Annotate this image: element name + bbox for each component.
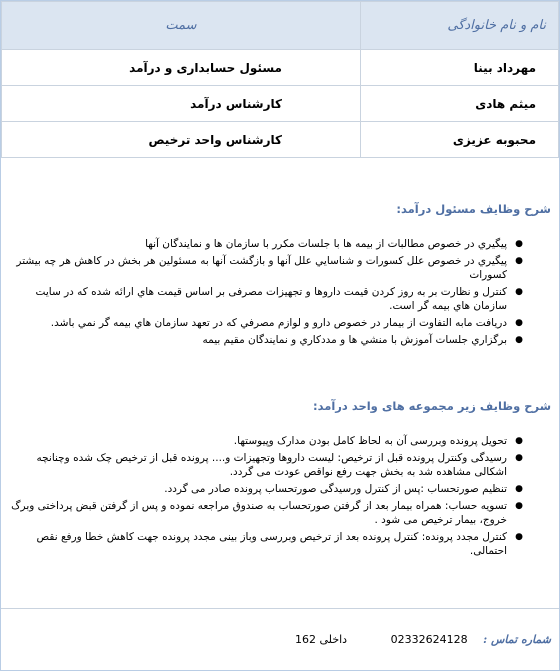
contact-extension: داخلی 162 [295, 633, 348, 646]
bullet-icon: ● [515, 532, 523, 542]
bullet-icon: ● [515, 239, 523, 249]
bullet-icon: ● [515, 287, 523, 297]
list-item-text: تسویه حساب: همراه بیمار بعد از گرفتن صورتحساب به صندوق مراجعه نموده و پس از گرفتن قبض پرداختی وبرگ خروج، بیمار ترخیص می شود . [11, 500, 507, 526]
bullet-icon: ● [515, 501, 523, 511]
section-title-revenue-duties: شرح وظایف مسئول درآمد: [396, 202, 551, 216]
bullet-icon: ● [515, 335, 523, 345]
header-name: نام و نام خانوادگی [361, 2, 559, 50]
contact-phone: 02332624128 [390, 633, 468, 646]
list-item-text: پیگیري در خصوص علل کسورات و شناسایي علل آنها و بازگشت آنها به مسئولین هر بخش در کاهش هر چه بیشتر کسورات [16, 255, 507, 281]
list-item-text: تنظیم صورتحساب :پس از کنترل ورسیدگی صورتحساب پرونده صادر می گردد. [164, 483, 507, 495]
staff-role: کارشناس درآمد [2, 86, 361, 122]
list-item [11, 333, 559, 347]
bullet-icon: ● [515, 318, 523, 328]
staff-table [1, 1, 559, 158]
staff-name: محبوبه عزیزی [361, 122, 559, 158]
list-item [11, 285, 559, 313]
table-header-row [2, 2, 559, 50]
list-item [11, 482, 559, 496]
list-item-text: رسیدگی وکنترل پرونده قبل از ترخیص: لیست داروها وتجهیزات و.... پرونده قبل از ترخیص چک شده وچنانچه اشکالی مشاهده شد به بخش جهت رفع نواقص عودت می گردد. [36, 452, 507, 478]
list-item [11, 434, 559, 448]
list-item [11, 254, 559, 282]
footer-divider [1, 608, 559, 609]
revenue-duties-list [11, 237, 559, 350]
staff-role: مسئول حسابداری و درآمد [2, 50, 361, 86]
list-item-text: پیگیري در خصوص مطالبات از بیمه ها با جلسات مکرر با سازمان ها و نمایندگان آنها [145, 238, 507, 250]
bullet-icon: ● [515, 436, 523, 446]
list-item-text: برگزاري جلسات آموزش با منشي ها و مددکاري و نمایندگان مقیم بیمه [202, 334, 507, 346]
bullet-icon: ● [515, 256, 523, 266]
bullet-icon: ● [515, 453, 523, 463]
bullet-icon: ● [515, 484, 523, 494]
list-item-text: تحویل پرونده وبررسی آن به لحاظ کامل بودن مدارک وپیوستها. [233, 435, 507, 447]
list-item [11, 530, 559, 558]
list-item-text: کنترل مجدد پرونده: کنترل پرونده بعد از ترخیص وبررسی وباز بینی مجدد پرونده جهت کاهش خطا ورفع نقص احتمالی. [36, 531, 507, 557]
list-item [11, 316, 559, 330]
contact-label: شماره تماس : [483, 633, 551, 646]
list-item [11, 451, 559, 479]
contact-footer [295, 633, 551, 646]
list-item [11, 499, 559, 527]
table-row [2, 50, 559, 86]
list-item-text: دریافت مابه التفاوت از بیمار در خصوص دارو و لوازم مصرفي که در تعهد سازمان هاي بیمه گر نمي باشد. [50, 317, 507, 329]
table-row [2, 86, 559, 122]
section-title-subunit-duties: شرح وظایف زیر مجموعه های واحد درآمد: [312, 399, 551, 413]
list-item [11, 237, 559, 251]
table-row [2, 122, 559, 158]
staff-name: مهرداد بینا [361, 50, 559, 86]
staff-name: میثم هادی [361, 86, 559, 122]
list-item-text: کنترل و نظارت بر به روز کردن قیمت داروها و تجهیزات مصرفی بر اساس قیمت هاي ارائه شده که در سایت سازمان هاي بیمه گر است. [35, 286, 507, 312]
staff-role: کارشناس واحد ترخیص [2, 122, 361, 158]
subunit-duties-list [11, 434, 559, 561]
header-role: سمت [2, 2, 361, 50]
